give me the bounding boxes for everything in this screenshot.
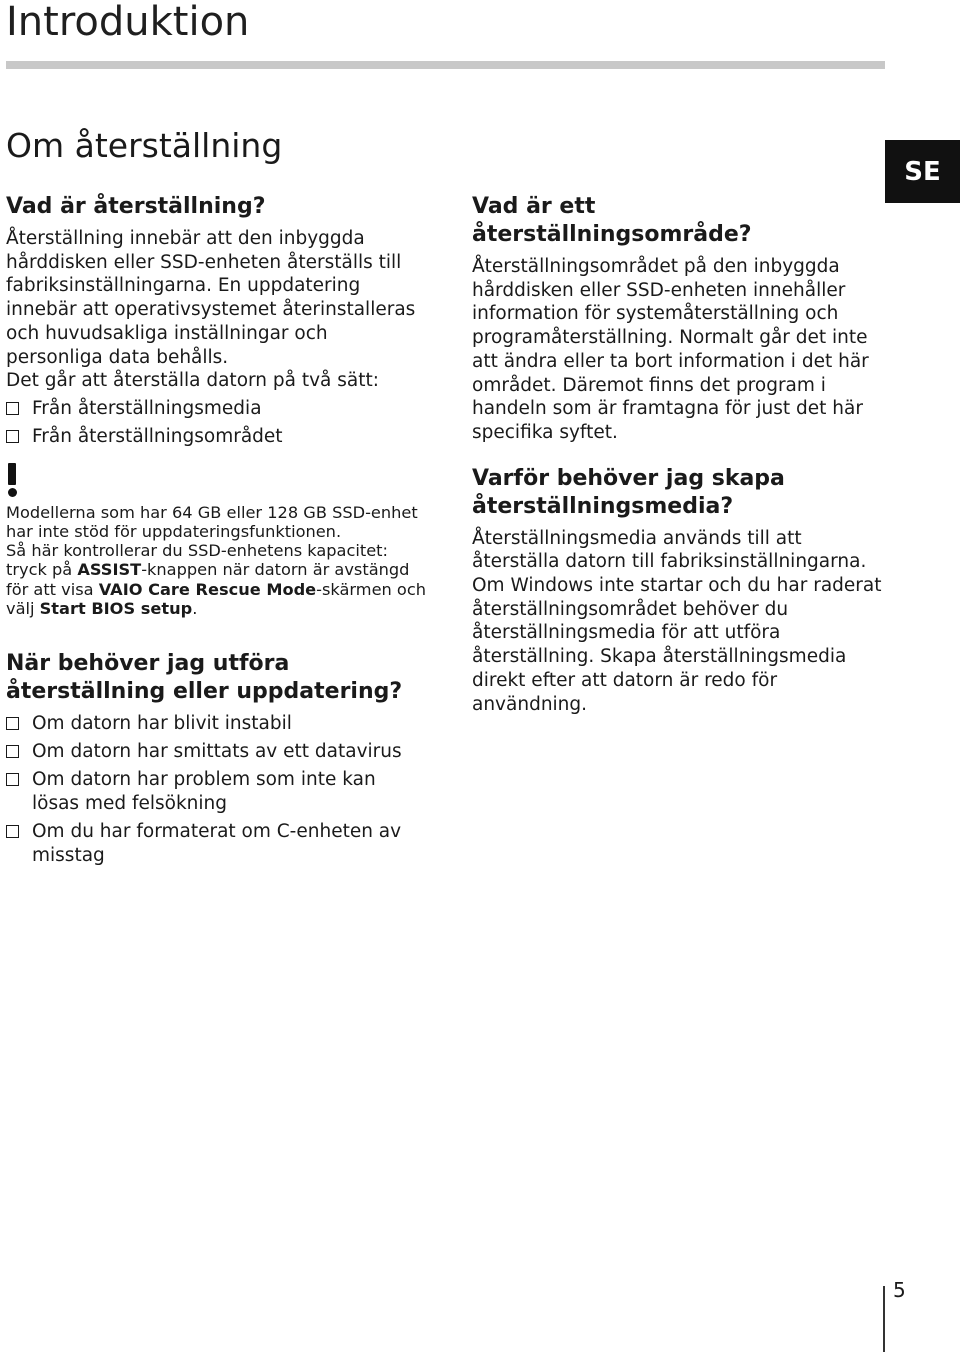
ssd-note-pre: Så här kontrollerar du SSD-enhetens kapacitet: tryck på bbox=[6, 541, 388, 580]
section-title: Om återställning bbox=[6, 126, 283, 165]
when-restore-list bbox=[6, 712, 426, 868]
list-item bbox=[6, 768, 426, 815]
vaio-mode-label: VAIO Care Rescue Mode bbox=[98, 579, 317, 599]
list-item bbox=[6, 740, 426, 764]
checkbox-icon bbox=[6, 717, 19, 730]
bios-label: Start BIOS setup bbox=[39, 598, 193, 618]
assist-label: ASSIST bbox=[77, 560, 142, 580]
checkbox-icon bbox=[6, 430, 19, 443]
ssd-note-mid: -knappen när datorn är avstängd för att visa bbox=[6, 560, 410, 599]
right-column bbox=[472, 193, 882, 716]
list-item-label: Från återställningsområdet bbox=[32, 426, 283, 448]
ssd-note bbox=[6, 503, 426, 618]
restore-ways-list bbox=[6, 397, 426, 449]
list-item bbox=[6, 397, 426, 421]
page-number: 5 bbox=[893, 1278, 906, 1302]
language-tab: SE bbox=[885, 140, 960, 203]
when-restore-heading: När behöver jag utföra återställning eller uppdatering? bbox=[6, 651, 403, 705]
list-item-label: Om datorn har problem som inte kan lösas med felsökning bbox=[32, 769, 376, 815]
list-item bbox=[6, 712, 426, 736]
recovery-area-body: Återställningsområdet på den inbyggda hårddisken eller SSD-enheten innehåller information för systemåterställning och programåterställning. Normalt går det inte att ändra eller ta bort information i det här området. Däremot finns det program i handeln som är framtagna för just det här specifika syftet. bbox=[472, 256, 869, 443]
list-item-label: Från återställningsmedia bbox=[32, 397, 262, 419]
list-item-label: Om du har formaterat om C-enheten av misstag bbox=[32, 821, 402, 867]
list-item-label: Om datorn har blivit instabil bbox=[32, 713, 292, 735]
recovery-area-heading: Vad är ett återställningsområde? bbox=[472, 194, 752, 247]
list-item bbox=[6, 820, 426, 867]
list-item-label: Om datorn har smittats av ett datavirus bbox=[32, 741, 402, 763]
left-column bbox=[6, 193, 426, 872]
ssd-note-mid2: -skärmen och välj bbox=[6, 579, 426, 618]
recovery-media-body: Återställningsmedia används till att återställa datorn till fabriksinställningarna. Om Windows inte startar och du har raderat återställningsområdet behöver du återställningsmedia för att utföra återställning. Skapa återställningsmedia direkt efter att datorn är redo för användning. bbox=[472, 527, 882, 715]
ssd-note-end: . bbox=[192, 598, 198, 618]
chapter-title: Introduktion bbox=[6, 0, 250, 45]
ssd-note-line1: Modellerna som har 64 GB eller 128 GB SSD-enhet har inte stöd för uppdateringsfunktionen. bbox=[6, 502, 418, 542]
list-item bbox=[6, 425, 426, 449]
what-is-restore-body: Återställning innebär att den inbyggda hårddisken eller SSD-enheten återställs till fabriksinställningarna. En uppdatering innebär att operativsystemet återinstalleras och huvudsakliga inställningar och personliga data behålls. bbox=[6, 228, 416, 368]
recovery-media-heading: Varför behöver jag skapa återställningsmedia? bbox=[472, 465, 785, 519]
chapter-divider bbox=[6, 61, 885, 69]
what-is-restore-heading: Vad är återställning? bbox=[6, 194, 266, 219]
checkbox-icon bbox=[6, 402, 19, 415]
checkbox-icon bbox=[6, 773, 19, 786]
restore-ways-intro: Det går att återställa datorn på två sätt: bbox=[6, 370, 379, 392]
checkbox-icon bbox=[6, 745, 19, 758]
checkbox-icon bbox=[6, 825, 19, 838]
page-number-divider bbox=[883, 1286, 885, 1352]
warning-exclamation-icon bbox=[6, 463, 20, 497]
